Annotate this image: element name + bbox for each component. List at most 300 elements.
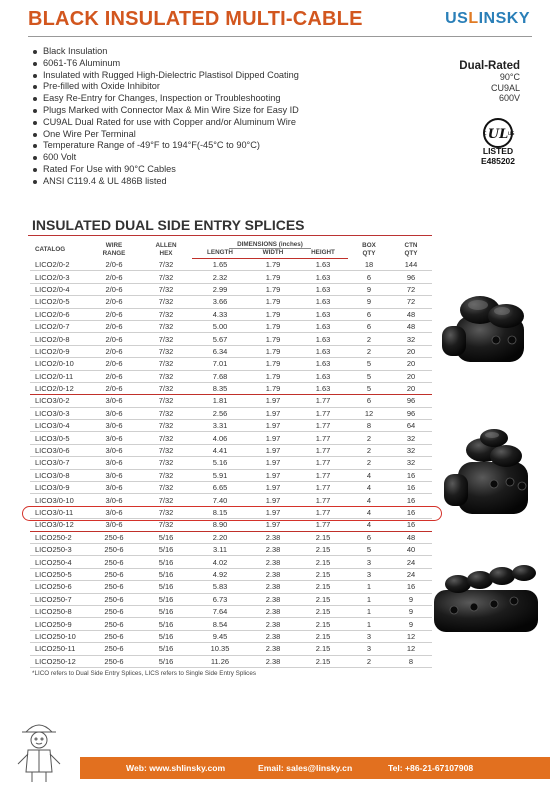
cell-width: 1.97 — [248, 457, 298, 469]
table-row — [30, 407, 432, 419]
cell-allen-hex: 7/32 — [140, 333, 192, 345]
cell-wire-range: 250-6 — [88, 568, 140, 580]
table-row — [30, 568, 432, 580]
col-header-allen-hex: ALLEN HEX — [155, 241, 177, 257]
cell-width: 1.97 — [248, 432, 298, 444]
cell-length: 4.41 — [192, 444, 248, 456]
cell-length: 7.01 — [192, 358, 248, 370]
cell-length: 9.45 — [192, 630, 248, 642]
cell-length: 4.02 — [192, 556, 248, 568]
cell-ctn-qty: 48 — [390, 531, 432, 543]
cell-box-qty: 9 — [348, 296, 390, 308]
cell-width: 1.79 — [248, 283, 298, 295]
cell-ctn-qty: 32 — [390, 432, 432, 444]
cell-length: 6.65 — [192, 482, 248, 494]
cell-ctn-qty: 32 — [390, 457, 432, 469]
cell-wire-range: 3/0-6 — [88, 420, 140, 432]
cell-height: 1.63 — [298, 345, 348, 357]
table-row — [30, 630, 432, 642]
feature-item: Rated For Use with 90°C Cables — [32, 164, 299, 176]
footnote: *LICO refers to Dual Side Entry Splices, LICS refers to Single Side Entry Splices — [32, 670, 256, 677]
table-row — [30, 605, 432, 617]
cell-height: 2.15 — [298, 643, 348, 655]
cell-wire-range: 2/0-6 — [88, 296, 140, 308]
cell-catalog: LICO250-4 — [30, 556, 88, 568]
table-row — [30, 420, 432, 432]
table-row — [30, 482, 432, 494]
cell-ctn-qty: 16 — [390, 506, 432, 518]
cell-ctn-qty: 12 — [390, 643, 432, 655]
cell-ctn-qty: 48 — [390, 308, 432, 320]
cell-width: 2.38 — [248, 556, 298, 568]
cell-catalog: LICO3/0-6 — [30, 444, 88, 456]
cell-catalog: LICO3/0-11 — [30, 506, 88, 518]
cell-wire-range: 250-6 — [88, 655, 140, 667]
cell-box-qty: 5 — [348, 358, 390, 370]
cell-width: 1.79 — [248, 320, 298, 332]
cell-length: 5.83 — [192, 581, 248, 593]
cell-length: 5.16 — [192, 457, 248, 469]
cell-width: 1.79 — [248, 382, 298, 394]
cell-ctn-qty: 16 — [390, 519, 432, 531]
cell-catalog: LICO2/0-3 — [30, 271, 88, 283]
cell-box-qty: 4 — [348, 506, 390, 518]
cell-wire-range: 2/0-6 — [88, 358, 140, 370]
cell-wire-range: 2/0-6 — [88, 345, 140, 357]
product-image-multi-port — [428, 560, 544, 640]
cell-box-qty: 5 — [348, 382, 390, 394]
feature-item: Easy Re-Entry for Changes, Inspection or Troubleshooting — [32, 93, 299, 105]
cell-height: 1.77 — [298, 469, 348, 481]
table-row — [30, 469, 432, 481]
cell-height: 1.63 — [298, 296, 348, 308]
cell-allen-hex: 7/32 — [140, 271, 192, 283]
cell-box-qty: 5 — [348, 543, 390, 555]
cell-allen-hex: 5/16 — [140, 568, 192, 580]
cell-wire-range: 3/0-6 — [88, 482, 140, 494]
section-title: INSULATED DUAL SIDE ENTRY SPLICES — [32, 217, 305, 233]
table-row — [30, 432, 432, 444]
cell-width: 1.79 — [248, 358, 298, 370]
cell-box-qty: 5 — [348, 370, 390, 382]
cell-ctn-qty: 16 — [390, 469, 432, 481]
cell-allen-hex: 5/16 — [140, 630, 192, 642]
cell-allen-hex: 5/16 — [140, 618, 192, 630]
cell-length: 6.73 — [192, 593, 248, 605]
cell-box-qty: 6 — [348, 320, 390, 332]
feature-item: ANSI C119.4 & UL 486B listed — [32, 176, 299, 188]
cell-allen-hex: 7/32 — [140, 519, 192, 531]
cell-catalog: LICO250-2 — [30, 531, 88, 543]
cell-width: 1.97 — [248, 506, 298, 518]
rating-block — [459, 60, 520, 104]
cell-allen-hex: 7/32 — [140, 345, 192, 357]
cell-box-qty: 6 — [348, 308, 390, 320]
cell-ctn-qty: 64 — [390, 420, 432, 432]
cell-width: 2.38 — [248, 593, 298, 605]
cell-wire-range: 3/0-6 — [88, 469, 140, 481]
cell-length: 4.92 — [192, 568, 248, 580]
feature-item: 6061-T6 Aluminum — [32, 58, 299, 70]
cell-catalog: LICO2/0-2 — [30, 259, 88, 271]
cell-wire-range: 250-6 — [88, 605, 140, 617]
table-row — [30, 283, 432, 295]
cell-height: 2.15 — [298, 531, 348, 543]
highlight-outline — [22, 506, 442, 521]
cell-ctn-qty: 48 — [390, 320, 432, 332]
cell-ctn-qty: 12 — [390, 630, 432, 642]
cell-wire-range: 3/0-6 — [88, 432, 140, 444]
cell-height: 1.63 — [298, 271, 348, 283]
cell-ctn-qty: 96 — [390, 407, 432, 419]
cell-height: 2.15 — [298, 556, 348, 568]
cell-allen-hex: 7/32 — [140, 420, 192, 432]
cell-allen-hex: 7/32 — [140, 407, 192, 419]
cell-length: 8.35 — [192, 382, 248, 394]
cell-box-qty: 6 — [348, 395, 390, 407]
col-header-length: LENGTH — [192, 249, 248, 259]
cell-height: 1.77 — [298, 457, 348, 469]
cell-height: 2.15 — [298, 630, 348, 642]
cell-allen-hex: 7/32 — [140, 457, 192, 469]
cell-length: 3.31 — [192, 420, 248, 432]
cell-wire-range: 2/0-6 — [88, 382, 140, 394]
cell-box-qty: 2 — [348, 655, 390, 667]
cell-ctn-qty: 72 — [390, 296, 432, 308]
cell-box-qty: 3 — [348, 630, 390, 642]
cell-catalog: LICO2/0-12 — [30, 382, 88, 394]
cell-length: 10.35 — [192, 643, 248, 655]
feature-list — [32, 46, 299, 188]
cell-catalog: LICO250-11 — [30, 643, 88, 655]
cell-length: 6.34 — [192, 345, 248, 357]
svg-text:UL: UL — [487, 127, 509, 142]
cell-catalog: LICO3/0-8 — [30, 469, 88, 481]
cell-box-qty: 4 — [348, 494, 390, 506]
col-header-height: HEIGHT — [298, 249, 348, 259]
cell-allen-hex: 7/32 — [140, 432, 192, 444]
cell-box-qty: 12 — [348, 407, 390, 419]
cell-length: 2.32 — [192, 271, 248, 283]
table-row — [30, 370, 432, 382]
cell-box-qty: 6 — [348, 531, 390, 543]
cell-box-qty: 2 — [348, 457, 390, 469]
cell-catalog: LICO250-9 — [30, 618, 88, 630]
cell-wire-range: 250-6 — [88, 531, 140, 543]
table-row — [30, 494, 432, 506]
cell-length: 2.56 — [192, 407, 248, 419]
cell-catalog: LICO250-5 — [30, 568, 88, 580]
cell-catalog: LICO3/0-2 — [30, 395, 88, 407]
cell-catalog: LICO2/0-11 — [30, 370, 88, 382]
feature-item: 600 Volt — [32, 152, 299, 164]
cell-width: 2.38 — [248, 643, 298, 655]
cell-ctn-qty: 32 — [390, 444, 432, 456]
cell-box-qty: 2 — [348, 333, 390, 345]
cell-ctn-qty: 24 — [390, 568, 432, 580]
table-row — [30, 358, 432, 370]
cell-catalog: LICO250-7 — [30, 593, 88, 605]
cell-ctn-qty: 20 — [390, 370, 432, 382]
cell-box-qty: 1 — [348, 618, 390, 630]
cell-height: 2.15 — [298, 605, 348, 617]
cell-ctn-qty: 16 — [390, 482, 432, 494]
table-row — [30, 531, 432, 543]
cell-catalog: LICO250-8 — [30, 605, 88, 617]
feature-item: CU9AL Dual Rated for use with Copper and/or Aluminum Wire — [32, 117, 299, 129]
feature-item: Plugs Marked with Connector Max & Min Wire Size for Easy ID — [32, 105, 299, 117]
rating-line: 90°C — [499, 72, 520, 82]
cell-ctn-qty: 72 — [390, 283, 432, 295]
cell-allen-hex: 5/16 — [140, 605, 192, 617]
cell-height: 1.63 — [298, 308, 348, 320]
cell-catalog: LICO3/0-10 — [30, 494, 88, 506]
cell-length: 3.66 — [192, 296, 248, 308]
section-divider — [28, 235, 432, 236]
cell-width: 2.38 — [248, 655, 298, 667]
cell-wire-range: 250-6 — [88, 643, 140, 655]
cell-height: 1.77 — [298, 407, 348, 419]
col-header-dimensions: DIMENSIONS (inches) — [192, 240, 348, 249]
cell-ctn-qty: 144 — [390, 259, 432, 271]
cell-length: 5.67 — [192, 333, 248, 345]
cell-ctn-qty: 96 — [390, 395, 432, 407]
cell-catalog: LICO3/0-3 — [30, 407, 88, 419]
cell-box-qty: 9 — [348, 283, 390, 295]
cell-wire-range: 250-6 — [88, 618, 140, 630]
cell-height: 2.15 — [298, 543, 348, 555]
cell-height: 1.77 — [298, 506, 348, 518]
cell-allen-hex: 5/16 — [140, 556, 192, 568]
cell-height: 1.77 — [298, 519, 348, 531]
cell-box-qty: 18 — [348, 259, 390, 271]
cell-wire-range: 2/0-6 — [88, 259, 140, 271]
cell-width: 2.38 — [248, 630, 298, 642]
cell-width: 1.79 — [248, 271, 298, 283]
cell-box-qty: 1 — [348, 605, 390, 617]
cell-allen-hex: 7/32 — [140, 358, 192, 370]
cell-wire-range: 3/0-6 — [88, 444, 140, 456]
cell-length: 7.64 — [192, 605, 248, 617]
table-row — [30, 593, 432, 605]
cell-wire-range: 2/0-6 — [88, 308, 140, 320]
cell-height: 1.77 — [298, 444, 348, 456]
feature-item: Insulated with Rugged High-Dielectric Plastisol Dipped Coating — [32, 70, 299, 82]
cell-ctn-qty: 20 — [390, 358, 432, 370]
col-header-width: WIDTH — [248, 249, 298, 259]
cell-ctn-qty: 8 — [390, 655, 432, 667]
table-row — [30, 308, 432, 320]
certification-text: LISTED E485202 — [480, 146, 516, 166]
cell-wire-range: 2/0-6 — [88, 271, 140, 283]
cell-height: 1.63 — [298, 333, 348, 345]
page-title: BLACK INSULATED MULTI-CABLE — [28, 8, 363, 30]
cell-length: 8.15 — [192, 506, 248, 518]
brand-logo: USLINSKY — [445, 10, 530, 27]
cell-wire-range: 3/0-6 — [88, 519, 140, 531]
cell-wire-range: 250-6 — [88, 581, 140, 593]
header-divider — [28, 36, 532, 37]
col-header-box-qty: BOX QTY — [362, 241, 376, 257]
cell-box-qty: 3 — [348, 568, 390, 580]
table-row — [30, 259, 432, 271]
cell-box-qty: 4 — [348, 519, 390, 531]
cell-ctn-qty: 9 — [390, 593, 432, 605]
rating-line: 600V — [498, 93, 520, 103]
cell-length: 5.00 — [192, 320, 248, 332]
cell-width: 1.97 — [248, 407, 298, 419]
cell-box-qty: 2 — [348, 345, 390, 357]
cell-allen-hex: 5/16 — [140, 593, 192, 605]
cell-width: 1.79 — [248, 308, 298, 320]
cell-height: 2.15 — [298, 581, 348, 593]
cell-catalog: LICO250-6 — [30, 581, 88, 593]
cell-ctn-qty: 20 — [390, 345, 432, 357]
cell-ctn-qty: 9 — [390, 605, 432, 617]
cell-length: 1.81 — [192, 395, 248, 407]
cell-height: 1.63 — [298, 320, 348, 332]
feature-item: Temperature Range of -49°F to 194°F(-45°C to 90°C) — [32, 140, 299, 152]
cell-length: 2.20 — [192, 531, 248, 543]
cell-length: 8.90 — [192, 519, 248, 531]
cell-box-qty: 4 — [348, 469, 390, 481]
cell-wire-range: 250-6 — [88, 593, 140, 605]
cell-catalog: LICO2/0-7 — [30, 320, 88, 332]
col-header-catalog: CATALOG — [35, 245, 66, 253]
feature-item: Black Insulation — [32, 46, 299, 58]
cell-wire-range: 250-6 — [88, 543, 140, 555]
cell-wire-range: 3/0-6 — [88, 395, 140, 407]
cell-box-qty: 3 — [348, 643, 390, 655]
cell-height: 1.63 — [298, 259, 348, 271]
cell-length: 4.06 — [192, 432, 248, 444]
cell-ctn-qty: 96 — [390, 271, 432, 283]
cell-width: 2.38 — [248, 581, 298, 593]
cell-allen-hex: 5/16 — [140, 543, 192, 555]
table-row — [30, 444, 432, 456]
cell-height: 1.63 — [298, 358, 348, 370]
cell-catalog: LICO2/0-9 — [30, 345, 88, 357]
cell-wire-range: 2/0-6 — [88, 320, 140, 332]
cell-height: 1.77 — [298, 432, 348, 444]
cell-width: 2.38 — [248, 543, 298, 555]
cell-allen-hex: 5/16 — [140, 643, 192, 655]
cell-width: 1.97 — [248, 395, 298, 407]
cell-wire-range: 3/0-6 — [88, 457, 140, 469]
cell-wire-range: 2/0-6 — [88, 370, 140, 382]
cell-width: 1.79 — [248, 370, 298, 382]
cell-length: 7.68 — [192, 370, 248, 382]
table-row — [30, 655, 432, 667]
cell-allen-hex: 7/32 — [140, 382, 192, 394]
cell-width: 1.97 — [248, 469, 298, 481]
cell-width: 2.38 — [248, 531, 298, 543]
cell-allen-hex: 7/32 — [140, 259, 192, 271]
cell-allen-hex: 7/32 — [140, 444, 192, 456]
product-image-3-port — [436, 422, 540, 522]
cell-height: 1.77 — [298, 494, 348, 506]
cell-box-qty: 2 — [348, 432, 390, 444]
footer-email-link[interactable]: Email: sales@linsky.cn — [258, 763, 353, 773]
cell-height: 2.15 — [298, 618, 348, 630]
cell-catalog: LICO3/0-12 — [30, 519, 88, 531]
rating-heading: Dual-Rated — [459, 60, 520, 72]
cell-box-qty: 3 — [348, 556, 390, 568]
cell-allen-hex: 7/32 — [140, 469, 192, 481]
table-row — [30, 556, 432, 568]
product-image-2-port — [436, 280, 540, 372]
cell-catalog: LICO2/0-8 — [30, 333, 88, 345]
cell-ctn-qty: 20 — [390, 382, 432, 394]
cell-allen-hex: 7/32 — [140, 308, 192, 320]
cell-length: 3.11 — [192, 543, 248, 555]
cell-allen-hex: 7/32 — [140, 494, 192, 506]
cell-length: 2.99 — [192, 283, 248, 295]
rating-line: CU9AL — [490, 82, 520, 93]
cell-wire-range: 3/0-6 — [88, 494, 140, 506]
cell-length: 7.40 — [192, 494, 248, 506]
footer-web-link[interactable]: Web: www.shlinsky.com — [126, 763, 226, 773]
cell-width: 1.97 — [248, 482, 298, 494]
cell-catalog: LICO2/0-6 — [30, 308, 88, 320]
cell-length: 4.33 — [192, 308, 248, 320]
cell-catalog: LICO2/0-5 — [30, 296, 88, 308]
svg-text:c: c — [483, 130, 487, 137]
cell-height: 1.63 — [298, 370, 348, 382]
table-row — [30, 333, 432, 345]
cell-height: 1.77 — [298, 420, 348, 432]
table-row — [30, 581, 432, 593]
table-row — [30, 643, 432, 655]
cell-ctn-qty: 32 — [390, 333, 432, 345]
cell-ctn-qty: 16 — [390, 494, 432, 506]
cell-allen-hex: 7/32 — [140, 370, 192, 382]
cell-catalog: LICO3/0-9 — [30, 482, 88, 494]
cell-width: 1.79 — [248, 345, 298, 357]
table-row — [30, 345, 432, 357]
footer-phone: Tel: +86-21-67107908 — [388, 763, 474, 773]
table-row — [30, 618, 432, 630]
cell-width: 1.97 — [248, 519, 298, 531]
cell-box-qty: 8 — [348, 420, 390, 432]
cell-wire-range: 2/0-6 — [88, 283, 140, 295]
col-header-ctn-qty: CTN QTY — [404, 241, 418, 257]
cell-height: 2.15 — [298, 568, 348, 580]
cell-box-qty: 6 — [348, 271, 390, 283]
cell-box-qty: 1 — [348, 581, 390, 593]
cell-ctn-qty: 16 — [390, 581, 432, 593]
cell-wire-range: 3/0-6 — [88, 407, 140, 419]
cell-allen-hex: 5/16 — [140, 655, 192, 667]
cell-allen-hex: 7/32 — [140, 296, 192, 308]
cell-width: 2.38 — [248, 605, 298, 617]
footer-bar — [80, 757, 550, 779]
cell-wire-range: 250-6 — [88, 556, 140, 568]
cell-catalog: LICO250-12 — [30, 655, 88, 667]
table-row — [30, 271, 432, 283]
cell-height: 1.63 — [298, 283, 348, 295]
cell-ctn-qty: 9 — [390, 618, 432, 630]
cell-height: 1.77 — [298, 395, 348, 407]
cell-length: 5.91 — [192, 469, 248, 481]
cell-width: 2.38 — [248, 618, 298, 630]
cell-length: 8.54 — [192, 618, 248, 630]
cell-catalog: LICO3/0-5 — [30, 432, 88, 444]
spec-table-body — [30, 259, 432, 668]
cell-catalog: LICO3/0-4 — [30, 420, 88, 432]
table-row — [30, 457, 432, 469]
feature-item: One Wire Per Terminal — [32, 129, 299, 141]
